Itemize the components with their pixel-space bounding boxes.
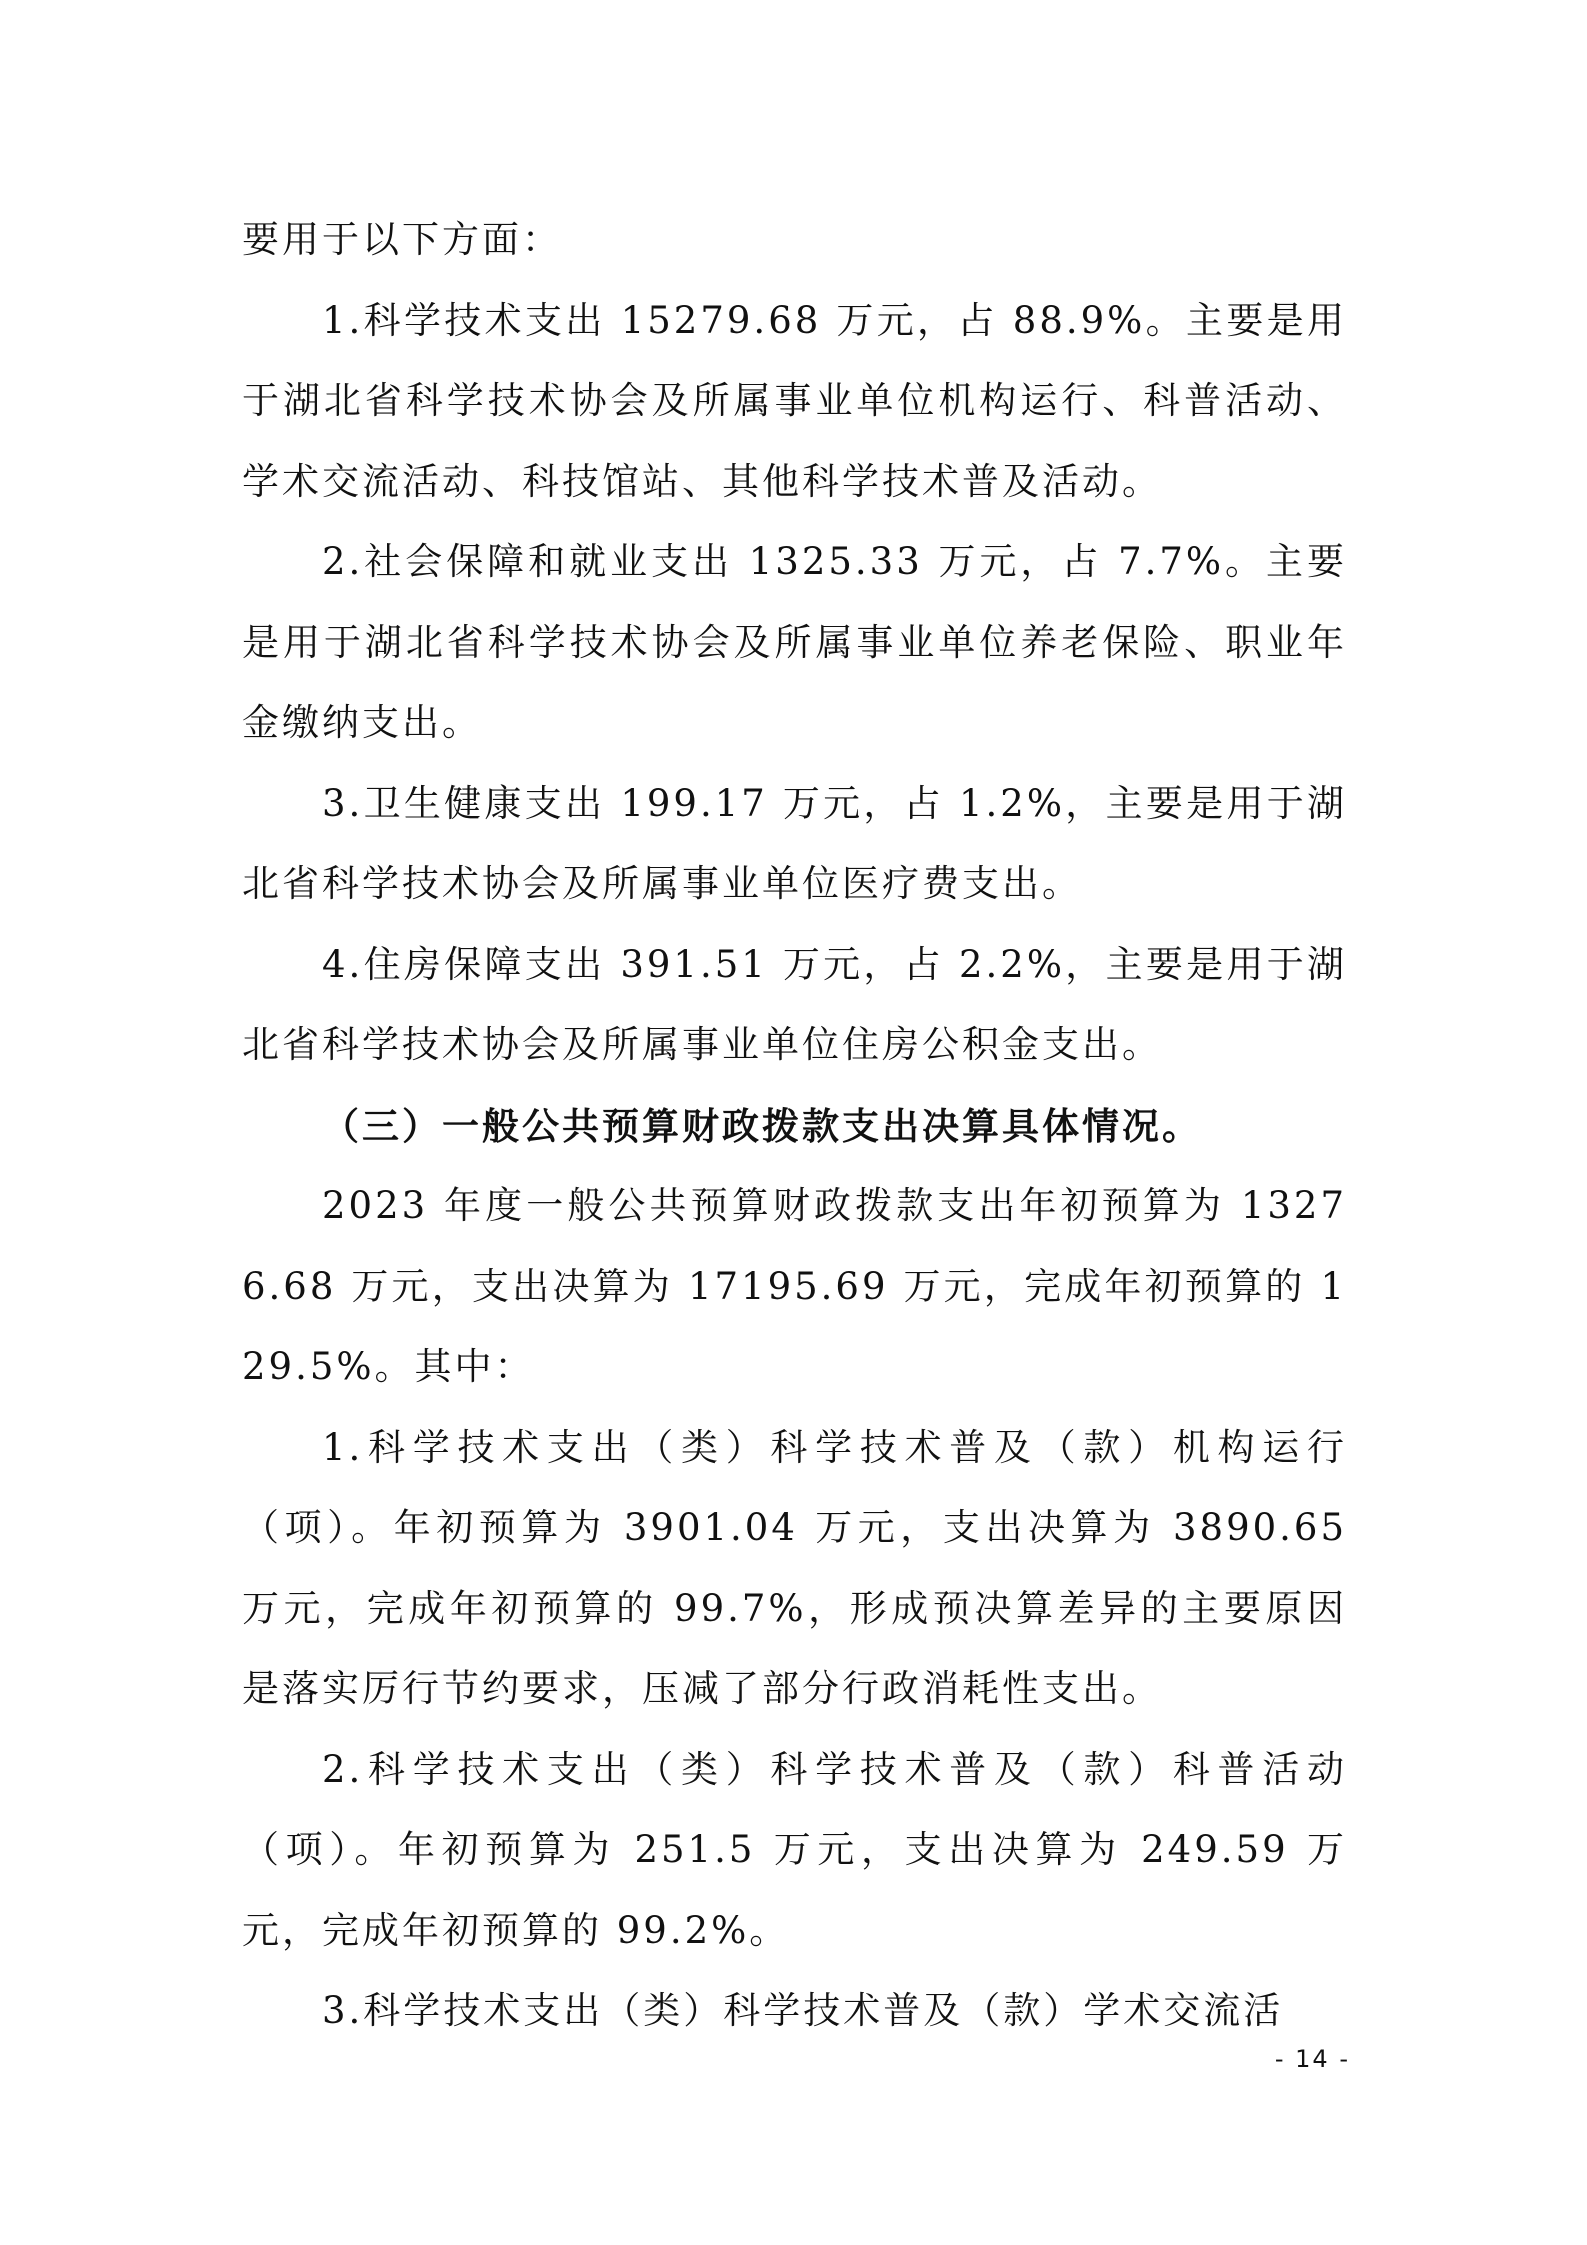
document-body [242,200,1347,2052]
paragraph-detail-science-popularization: 2.科学技术支出（类）科学技术普及（款）科普活动（项）。年初预算为 251.5 万元，支出决算为 249.59 万元，完成年初预算的 99.2%。 [242,1747,1347,1952]
paragraph-item-social-security: 2.社会保障和就业支出 1325.33 万元，占 7.7%。主要是用于湖北省科学技术协会及所属事业单位养老保险、职业年金缴纳支出。 [242,540,1347,744]
paragraph-intro-continuation: 要用于以下方面： [242,218,562,261]
paragraph-item-housing: 4.住房保障支出 391.51 万元，占 2.2%，主要是用于湖北省科学技术协会及所属事业单位住房公积金支出。 [242,942,1347,1066]
paragraph-item-science-tech: 1.科学技术支出 15279.68 万元，占 88.9%。主要是用于湖北省科学技术协会及所属事业单位机构运行、科普活动、学术交流活动、科技馆站、其他科学技术普及活动。 [242,298,1347,503]
paragraph-detail-institution-operation: 1.科学技术支出（类）科学技术普及（款）机构运行（项）。年初预算为 3901.04 万元，支出决算为 3890.65 万元，完成年初预算的 99.7%，形成预决算差异的主要原因是落实厉行节约要求，压减了部分行政消耗性支出。 [242,1425,1347,1710]
paragraph-item-health: 3.卫生健康支出 199.17 万元，占 1.2%，主要是用于湖北省科学技术协会及所属事业单位医疗费支出。 [242,781,1347,905]
paragraph-budget-summary: 2023 年度一般公共预算财政拨款支出年初预算为 13276.68 万元，支出决算为 17195.69 万元，完成年初预算的 129.5%。其中： [242,1184,1347,1388]
page-number: - 14 - [1274,2045,1350,2073]
section-heading-3: （三）一般公共预算财政拨款支出决算具体情况。 [322,1103,1202,1148]
paragraph-detail-academic-exchange: 3.科学技术支出（类）科学技术普及（款）学术交流活 [322,1989,1284,2032]
